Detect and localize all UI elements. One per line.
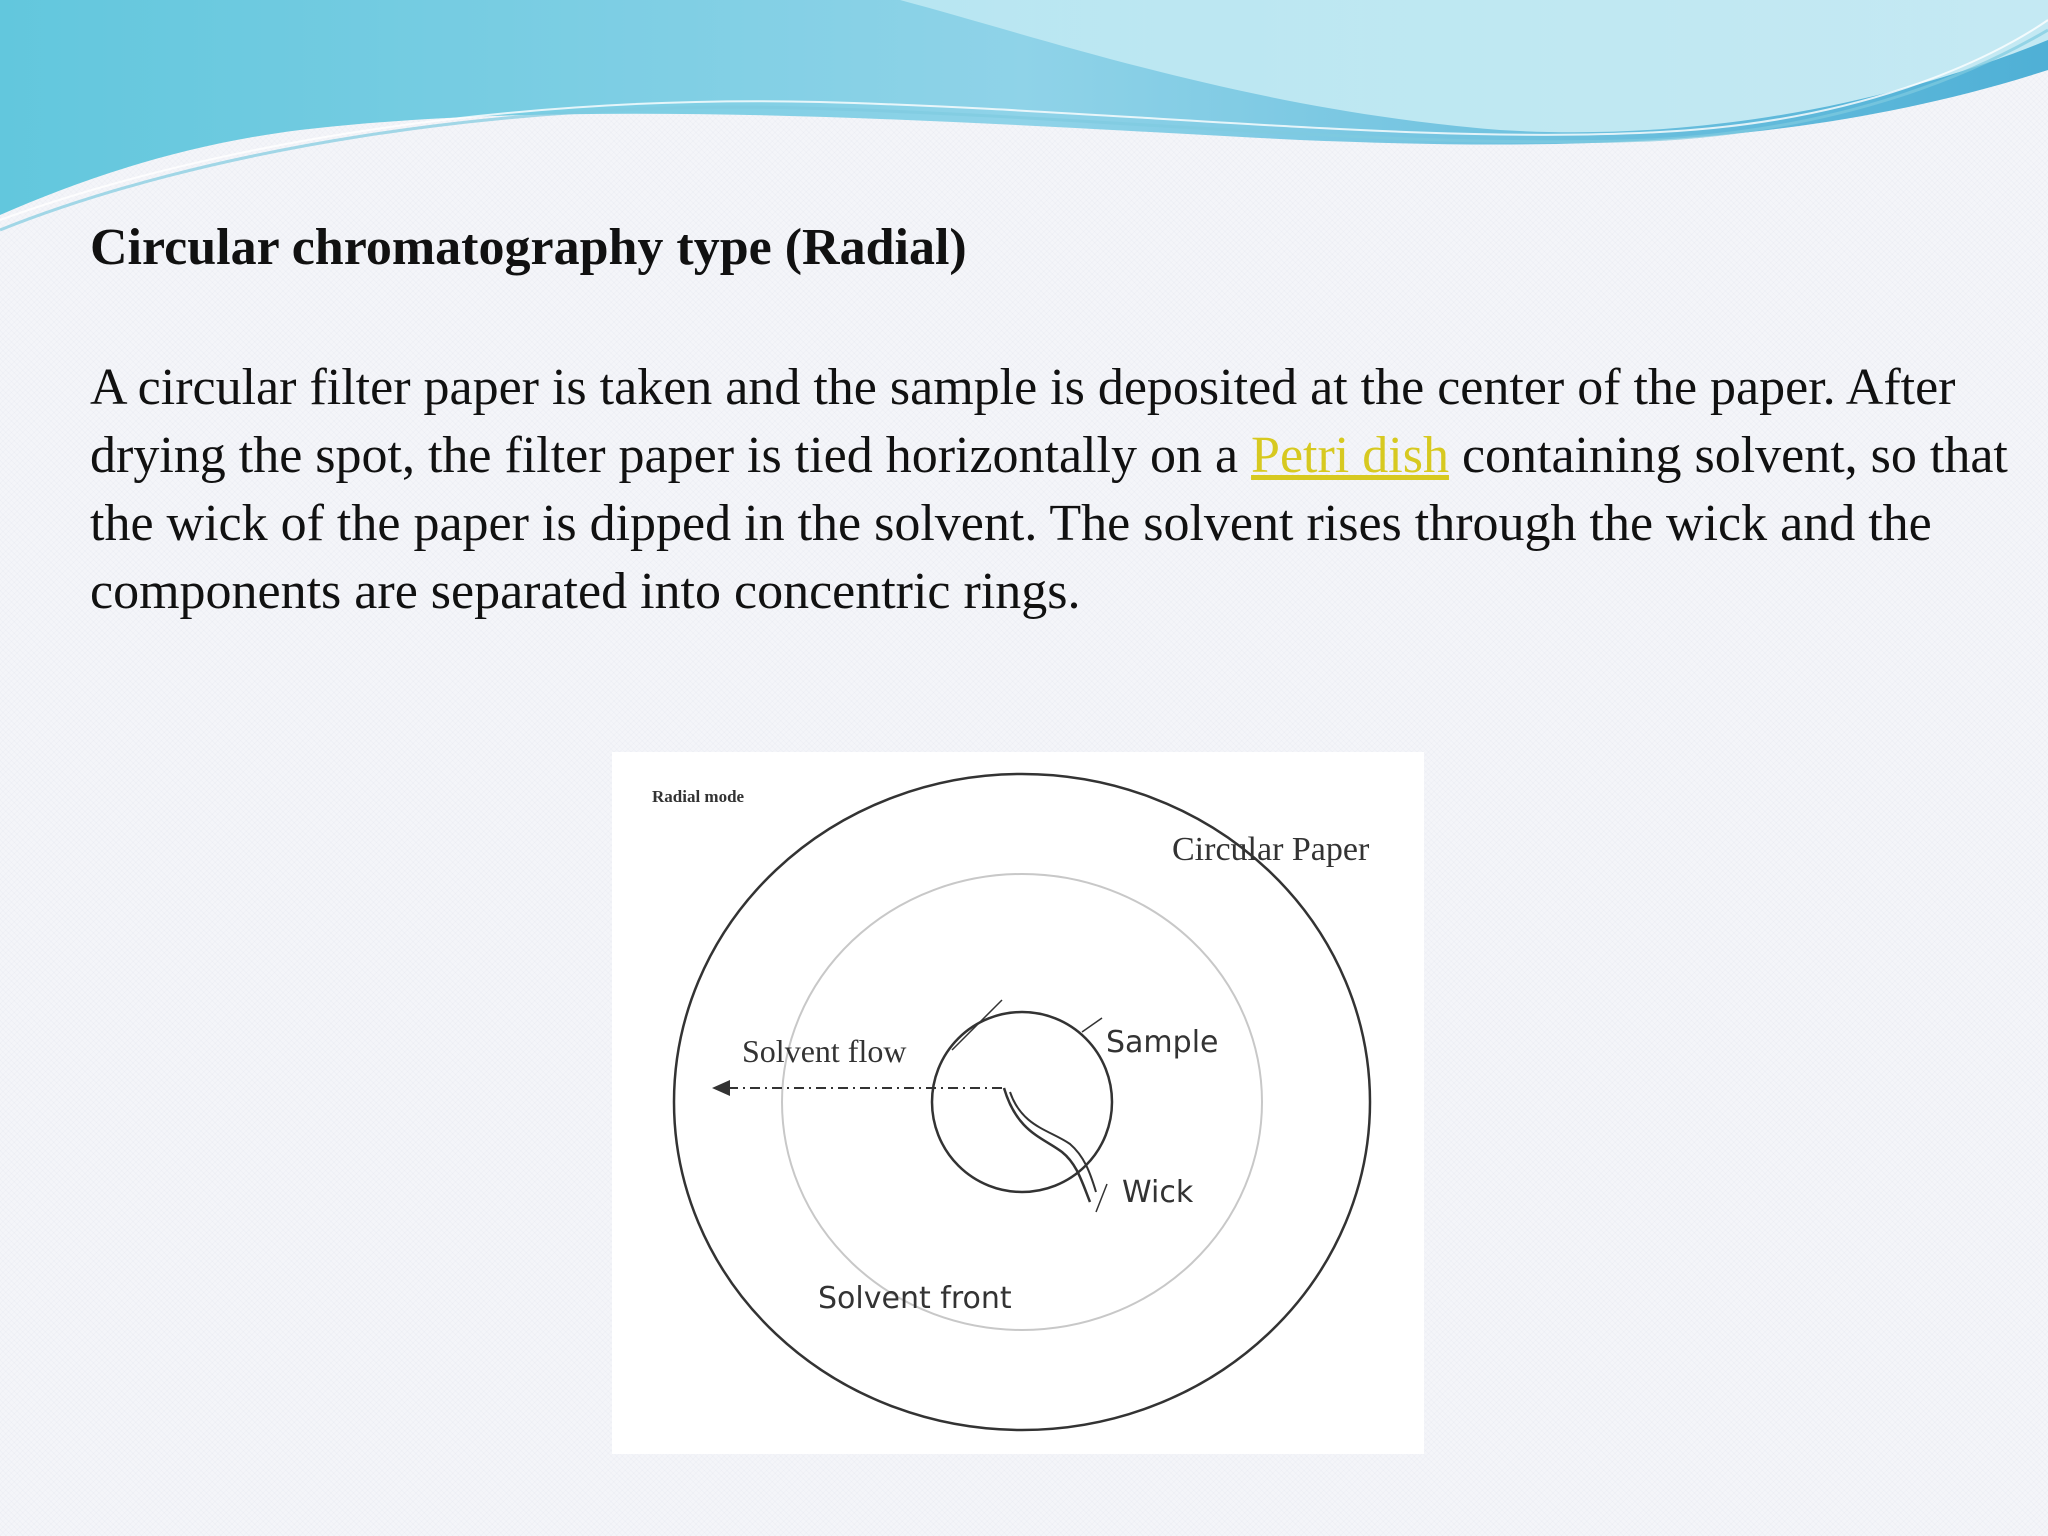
circular-paper-label: Circular Paper <box>1172 831 1370 868</box>
radial-diagram <box>612 752 1424 1454</box>
solvent-front-label: Solvent front <box>818 1281 1012 1316</box>
petri-dish-link[interactable]: Petri dish <box>1251 427 1449 484</box>
header-wave-decoration <box>0 0 2048 240</box>
radial-mode-label: Radial mode <box>652 787 745 806</box>
solvent-flow-label: Solvent flow <box>742 1033 907 1069</box>
solvent-front-ring <box>782 874 1262 1330</box>
sample-pointer <box>1082 1018 1102 1032</box>
body-paragraph <box>90 354 2020 626</box>
solvent-flow-arrowhead <box>712 1080 730 1096</box>
slide-title: Circular chromatography type (Radial) <box>90 219 967 276</box>
body-text-part-1: A circular filter paper is taken and the sample is deposited at the center of the paper. After drying the spot, the filter paper is tied horizontally on a <box>90 359 1956 484</box>
circular-paper-outline <box>674 774 1370 1430</box>
body-text-part-2: containing solvent, so that the wick of the paper is dipped in the solvent. The solvent rises through the wick and the components are separated into concentric rings. <box>90 427 2008 620</box>
wick-label: Wick <box>1122 1175 1194 1210</box>
wick-line-inner <box>1010 1092 1096 1192</box>
wick-pointer <box>1096 1184 1107 1212</box>
radial-chromatography-figure <box>612 752 1424 1454</box>
solvent-flow-pointer <box>952 1000 1002 1050</box>
sample-label: Sample <box>1106 1025 1219 1060</box>
